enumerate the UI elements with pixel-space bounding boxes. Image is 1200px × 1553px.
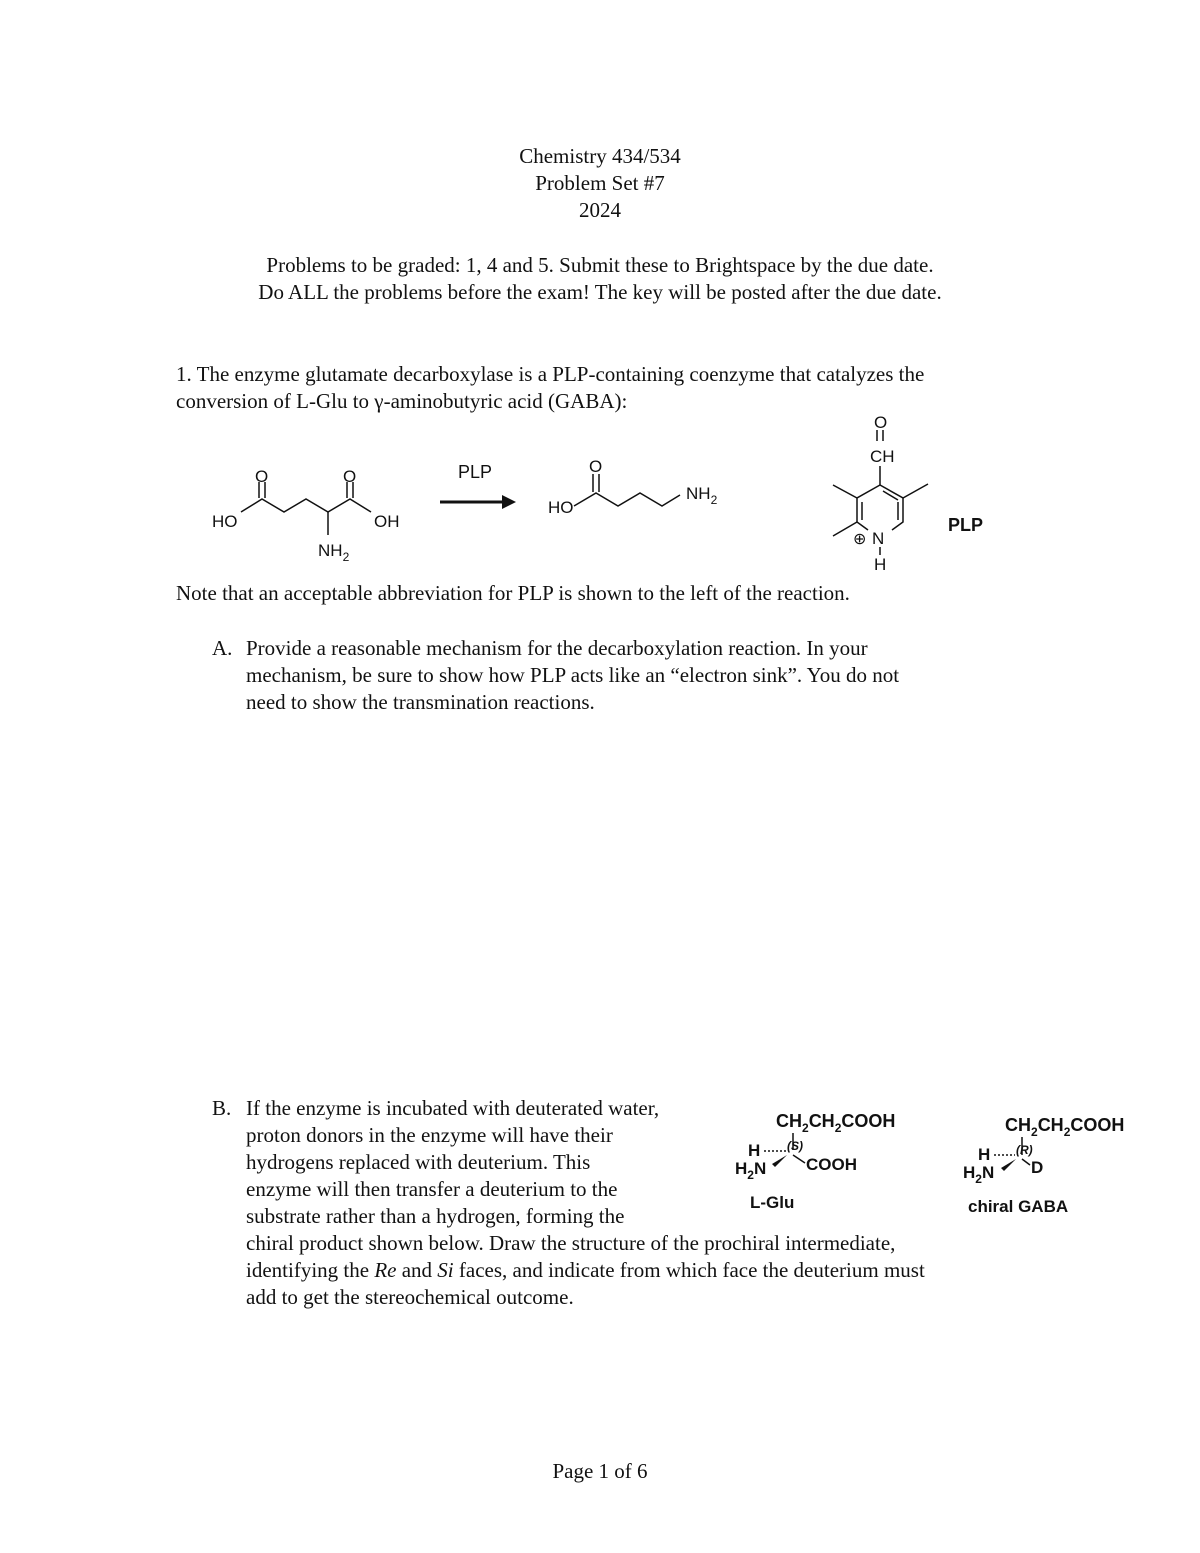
gaba-d-bond: [1022, 1159, 1030, 1165]
problem1-note: Note that an acceptable abbreviation for PLP is shown to the left of the reaction.: [176, 581, 850, 605]
plp-n-label: N: [872, 529, 885, 548]
lglu-structure: [735, 1111, 895, 1212]
plp-o-label: O: [874, 413, 888, 432]
plp-name-label: PLP: [948, 515, 984, 535]
gaba-o-label: O: [589, 457, 603, 476]
partB-label: B.: [212, 1096, 232, 1120]
partB-line-3: hydrogens replaced with deuterium. This: [246, 1150, 591, 1174]
page-number: Page 1 of 6: [552, 1459, 648, 1483]
lglu-name-label: L-Glu: [750, 1193, 795, 1212]
gaba-name-label: chiral GABA: [968, 1197, 1069, 1216]
partA-line-1: Provide a reasonable mechanism for the decarboxylation reaction. In your: [246, 636, 868, 660]
partB-line-6: chiral product shown below. Draw the structure of the prochiral intermediate,: [246, 1231, 896, 1255]
gaba-wedge-bond: [1001, 1159, 1016, 1171]
plp-plus-label: ⊕: [853, 531, 867, 548]
plp-ch-label: CH: [870, 447, 895, 466]
lglu-cooh-bond: [793, 1155, 805, 1163]
gaba-side-chain: $CH_2CH_2COOH$: [1005, 1115, 1125, 1139]
problem-set-title: Problem Set #7: [535, 171, 665, 195]
plp-h-label: H: [874, 555, 887, 574]
lglu-h-label: H: [748, 1141, 761, 1160]
instructions-line-1: Problems to be graded: 1, 4 and 5. Submit these to Brightspace by the due date.: [266, 253, 934, 277]
partB-line-7-pre: identifying the: [246, 1258, 375, 1282]
problem1-intro-line-1: 1. The enzyme glutamate decarboxylase is a PLP-containing coenzyme that catalyzes the: [176, 362, 925, 386]
partB-line-5: substrate rather than a hydrogen, forming the: [246, 1204, 625, 1228]
lglu-s-label: (S): [787, 1139, 803, 1153]
partB-line-7-mid: and: [396, 1258, 438, 1282]
year: 2024: [579, 198, 621, 222]
gaba-r-label: (R): [1016, 1143, 1033, 1157]
chiral-gaba-structure: [963, 1115, 1124, 1216]
glu-ho-label: HO: [212, 512, 238, 531]
gaba-h2n-label: $H_2N$: [963, 1163, 995, 1186]
glu-oh-label: OH: [374, 512, 400, 531]
problem1-intro-line-2: conversion of L-Glu to γ-aminobutyric acid (GABA):: [176, 389, 628, 413]
partB-line-8: add to get the stereochemical outcome.: [246, 1285, 574, 1309]
partA-line-2: mechanism, be sure to show how PLP acts like an “electron sink”. You do not: [246, 663, 900, 687]
course-title: Chemistry 434/534: [519, 144, 681, 168]
partB-line-4: enzyme will then transfer a deuterium to the: [246, 1177, 618, 1201]
glu-nh2-label: $NH_2$: [318, 541, 350, 564]
re-face-term: Re: [374, 1258, 397, 1282]
gaba-nh2-label: $NH_2$: [686, 484, 718, 507]
gaba-d-label: D: [1031, 1158, 1044, 1177]
lglu-wedge-bond: [772, 1155, 787, 1167]
gaba-ho-label: HO: [548, 498, 574, 517]
gaba-h-label: H: [978, 1145, 991, 1164]
partB-line-2: proton donors in the enzyme will have their: [246, 1123, 613, 1147]
partA-line-3: need to show the transmination reactions.: [246, 690, 595, 714]
partB-line-1: If the enzyme is incubated with deuterated water,: [246, 1096, 660, 1120]
lglu-h2n-label: $H_2N$: [735, 1159, 767, 1182]
arrow-plp-label: PLP: [458, 462, 493, 482]
partA-label: A.: [212, 636, 233, 660]
glu-o-label-2: O: [343, 467, 357, 486]
lglu-side-chain: $CH_2CH_2COOH$: [776, 1111, 896, 1135]
lglu-cooh-label: COOH: [806, 1155, 857, 1174]
partB-line-7-post: faces, and indicate from which face the deuterium must: [453, 1258, 925, 1282]
glu-o-label-1: O: [255, 467, 269, 486]
si-face-term: Si: [437, 1258, 454, 1282]
instructions-line-2: Do ALL the problems before the exam! The key will be posted after the due date.: [258, 280, 942, 304]
